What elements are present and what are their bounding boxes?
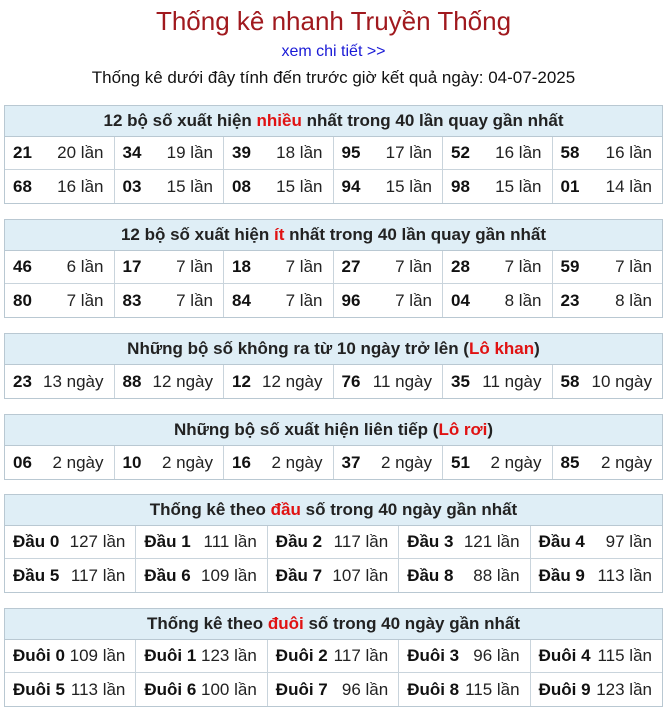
stat-cell xyxy=(268,673,399,706)
stat-value: 117 lần xyxy=(333,646,389,665)
stat-cell xyxy=(115,251,225,284)
stat-value: 18 lần xyxy=(276,143,323,162)
stat-key: 23 xyxy=(560,290,580,310)
stat-cell xyxy=(5,446,115,479)
stat-cell xyxy=(553,137,663,170)
stat-key: 21 xyxy=(13,143,32,162)
stat-key: 83 xyxy=(122,290,142,310)
stat-key: 23 xyxy=(13,371,32,391)
stat-cell xyxy=(334,284,444,317)
stat-cell xyxy=(443,251,553,284)
stat-value: 10 ngày xyxy=(591,371,652,391)
section-most-frequent xyxy=(4,105,663,204)
stat-cell xyxy=(531,559,662,592)
stat-cell xyxy=(399,640,530,673)
stat-key: Đuôi 3 xyxy=(407,646,460,665)
stat-key: Đầu 4 xyxy=(538,532,585,551)
stat-cell xyxy=(334,137,444,170)
stat-key: 58 xyxy=(560,143,580,162)
stat-value: 127 lần xyxy=(69,532,126,551)
stat-value: 113 lần xyxy=(70,679,126,699)
stat-value: 121 lần xyxy=(463,532,520,551)
stat-value: 107 lần xyxy=(332,565,389,585)
stat-cell xyxy=(553,251,663,284)
stat-cell xyxy=(5,251,115,284)
stat-value: 88 lần xyxy=(473,565,520,585)
stat-cell xyxy=(136,640,267,673)
stat-cell xyxy=(224,446,334,479)
stat-key: 04 xyxy=(451,290,470,310)
stat-value: 8 lần xyxy=(615,290,652,310)
stat-key: Đuôi 4 xyxy=(538,646,591,665)
stat-cell xyxy=(334,251,444,284)
stat-key: Đuôi 5 xyxy=(13,679,65,699)
stat-key: Đuôi 2 xyxy=(275,646,328,665)
stat-key: 52 xyxy=(451,143,470,162)
stat-value: 7 lần xyxy=(285,290,323,310)
stat-value: 7 lần xyxy=(176,257,213,276)
stat-cell xyxy=(443,170,553,203)
stat-cell xyxy=(224,365,334,398)
stat-key: Đầu 6 xyxy=(144,565,191,585)
stat-key: 95 xyxy=(341,143,361,162)
stat-cell xyxy=(443,365,553,398)
stat-key: 34 xyxy=(122,143,142,162)
stat-key: Đuôi 6 xyxy=(144,679,197,699)
stat-value: 7 lần xyxy=(615,257,652,276)
stat-key: 80 xyxy=(13,290,32,310)
stat-cell xyxy=(115,365,225,398)
stat-cell xyxy=(268,640,399,673)
stat-value: 13 ngày xyxy=(43,371,104,391)
stat-cell xyxy=(5,559,136,592)
stat-cell xyxy=(443,284,553,317)
stat-value: 115 lần xyxy=(597,646,652,665)
stat-cell xyxy=(5,284,115,317)
page-title: Thống kê nhanh Truyền Thống xyxy=(155,6,512,36)
section-lo-roi xyxy=(4,414,663,480)
stat-cell xyxy=(553,170,663,203)
stat-key: Đầu 8 xyxy=(407,565,454,585)
stat-cell xyxy=(531,640,662,673)
stat-cell xyxy=(224,137,334,170)
stat-cell xyxy=(115,170,225,203)
stat-key: 06 xyxy=(13,452,32,472)
stat-key: 88 xyxy=(122,371,142,391)
stats-grid xyxy=(5,446,662,479)
stat-cell xyxy=(224,251,334,284)
stat-cell xyxy=(268,526,399,559)
stat-key: 01 xyxy=(560,176,580,196)
stat-value: 7 lần xyxy=(395,290,432,310)
stat-key: 08 xyxy=(232,176,251,196)
stat-value: 2 ngày xyxy=(380,452,432,472)
stat-cell xyxy=(334,170,444,203)
stat-cell xyxy=(115,137,225,170)
section-dau xyxy=(4,494,663,593)
stat-cell xyxy=(136,526,267,559)
stat-cell xyxy=(5,170,115,203)
stat-key: 28 xyxy=(451,257,470,276)
stat-cell xyxy=(399,526,530,559)
stat-cell xyxy=(5,673,136,706)
section-duoi xyxy=(4,608,663,707)
stat-value: 8 lần xyxy=(504,290,542,310)
stat-value: 6 lần xyxy=(66,257,104,276)
stat-value: 113 lần xyxy=(597,565,652,585)
stat-cell xyxy=(5,640,136,673)
stat-cell xyxy=(5,526,136,559)
stat-value: 97 lần xyxy=(605,532,652,551)
stat-value: 7 lần xyxy=(66,290,104,310)
stat-value: 2 ngày xyxy=(52,452,104,472)
stat-key: 37 xyxy=(341,452,361,472)
stat-value: 123 lần xyxy=(596,679,652,699)
stat-key: 76 xyxy=(341,371,361,391)
stat-cell xyxy=(334,365,444,398)
stat-value: 11 ngày xyxy=(482,371,542,391)
stat-key: Đầu 7 xyxy=(275,565,323,585)
stat-value: 15 lần xyxy=(495,176,542,196)
stat-key: Đuôi 9 xyxy=(538,679,591,699)
stat-value: 12 ngày xyxy=(262,371,323,391)
stat-value: 2 ngày xyxy=(600,452,652,472)
stat-value: 15 lần xyxy=(276,176,323,196)
stat-key: Đuôi 1 xyxy=(144,646,197,665)
stat-value: 20 lần xyxy=(57,143,104,162)
stat-cell xyxy=(553,284,663,317)
section-heading: Những bộ số xuất hiện liên tiếp (Lô rơi) xyxy=(5,415,662,446)
stat-value: 15 lần xyxy=(166,176,213,196)
stat-value: 7 lần xyxy=(504,257,542,276)
stat-key: 35 xyxy=(451,371,470,391)
stats-grid xyxy=(5,251,662,317)
section-least-frequent xyxy=(4,219,663,318)
stat-key: 27 xyxy=(341,257,361,276)
stat-key: 10 xyxy=(122,452,142,472)
stat-value: 96 lần xyxy=(473,646,520,665)
stat-key: 84 xyxy=(232,290,251,310)
stat-cell xyxy=(224,284,334,317)
view-details-link[interactable]: xem chi tiết >> xyxy=(281,43,386,60)
stat-cell xyxy=(531,526,662,559)
stat-key: 39 xyxy=(232,143,251,162)
stat-key: Đầu 3 xyxy=(407,532,454,551)
stat-value: 109 lần xyxy=(69,646,126,665)
stat-key: 03 xyxy=(122,176,142,196)
section-lo-khan xyxy=(4,333,663,399)
stat-key: 94 xyxy=(341,176,361,196)
stat-key: Đầu 2 xyxy=(275,532,323,551)
stat-cell xyxy=(443,137,553,170)
stat-value: 2 ngày xyxy=(490,452,542,472)
stats-grid xyxy=(5,365,662,398)
stat-cell xyxy=(553,446,663,479)
section-heading: Thống kê theo đầu số trong 40 ngày gần nhất xyxy=(5,495,662,526)
stat-value: 7 lần xyxy=(285,257,323,276)
stat-value: 16 lần xyxy=(57,176,104,196)
stat-value: 111 lần xyxy=(203,532,257,551)
stats-grid xyxy=(5,640,662,706)
stat-key: Đầu 0 xyxy=(13,532,60,551)
stat-cell xyxy=(224,170,334,203)
stat-value: 96 lần xyxy=(341,679,389,699)
stat-cell xyxy=(115,446,225,479)
stat-key: Đầu 9 xyxy=(538,565,585,585)
stats-grid xyxy=(5,137,662,203)
section-heading: Những bộ số không ra từ 10 ngày trở lên (Lô khan) xyxy=(5,334,662,365)
stat-key: Đuôi 7 xyxy=(275,679,328,699)
section-heading: Thống kê theo đuôi số trong 40 ngày gần nhất xyxy=(5,609,662,640)
stat-key: 58 xyxy=(560,371,580,391)
stat-cell xyxy=(5,137,115,170)
stat-key: Đuôi 0 xyxy=(13,646,65,665)
stat-key: 98 xyxy=(451,176,470,196)
stat-key: Đầu 5 xyxy=(13,565,60,585)
stat-value: 17 lần xyxy=(385,143,432,162)
stat-cell xyxy=(115,284,225,317)
stat-value: 16 lần xyxy=(495,143,542,162)
stat-key: 85 xyxy=(560,452,580,472)
stat-key: Đầu 1 xyxy=(144,532,191,551)
stat-key: 16 xyxy=(232,452,251,472)
stat-key: 18 xyxy=(232,257,251,276)
stat-value: 11 ngày xyxy=(372,371,432,391)
stat-cell xyxy=(443,446,553,479)
stat-cell xyxy=(399,559,530,592)
stat-value: 2 ngày xyxy=(271,452,323,472)
stat-key: 17 xyxy=(122,257,142,276)
stat-value: 19 lần xyxy=(166,143,213,162)
stat-value: 109 lần xyxy=(201,565,257,585)
stat-value: 14 lần xyxy=(605,176,652,196)
stat-cell xyxy=(136,559,267,592)
stat-cell xyxy=(334,446,444,479)
stat-value: 117 lần xyxy=(333,532,389,551)
stat-key: 96 xyxy=(341,290,361,310)
stat-key: 46 xyxy=(13,257,32,276)
stat-value: 12 ngày xyxy=(152,371,213,391)
stat-cell xyxy=(268,559,399,592)
stat-key: 51 xyxy=(451,452,470,472)
stat-value: 117 lần xyxy=(70,565,126,585)
stat-value: 100 lần xyxy=(201,679,257,699)
stats-grid xyxy=(5,526,662,592)
stat-value: 16 lần xyxy=(605,143,652,162)
stat-key: Đuôi 8 xyxy=(407,679,460,699)
stat-value: 7 lần xyxy=(176,290,213,310)
stat-cell xyxy=(531,673,662,706)
stat-cell xyxy=(553,365,663,398)
section-heading: 12 bộ số xuất hiện nhiều nhất trong 40 lần quay gần nhất xyxy=(5,106,662,137)
stat-key: 12 xyxy=(232,371,251,391)
stat-key: 59 xyxy=(560,257,580,276)
stat-value: 7 lần xyxy=(395,257,432,276)
stat-cell xyxy=(5,365,115,398)
section-heading: 12 bộ số xuất hiện ít nhất trong 40 lần quay gần nhất xyxy=(5,220,662,251)
page-subtitle: Thống kê dưới đây tính đến trước giờ kết quả ngày: 04-07-2025 xyxy=(91,68,576,87)
stat-cell xyxy=(136,673,267,706)
stat-value: 15 lần xyxy=(385,176,432,196)
stat-key: 68 xyxy=(13,176,32,196)
stat-value: 123 lần xyxy=(201,646,257,665)
stat-value: 115 lần xyxy=(465,679,520,699)
stat-value: 2 ngày xyxy=(161,452,213,472)
stat-cell xyxy=(399,673,530,706)
